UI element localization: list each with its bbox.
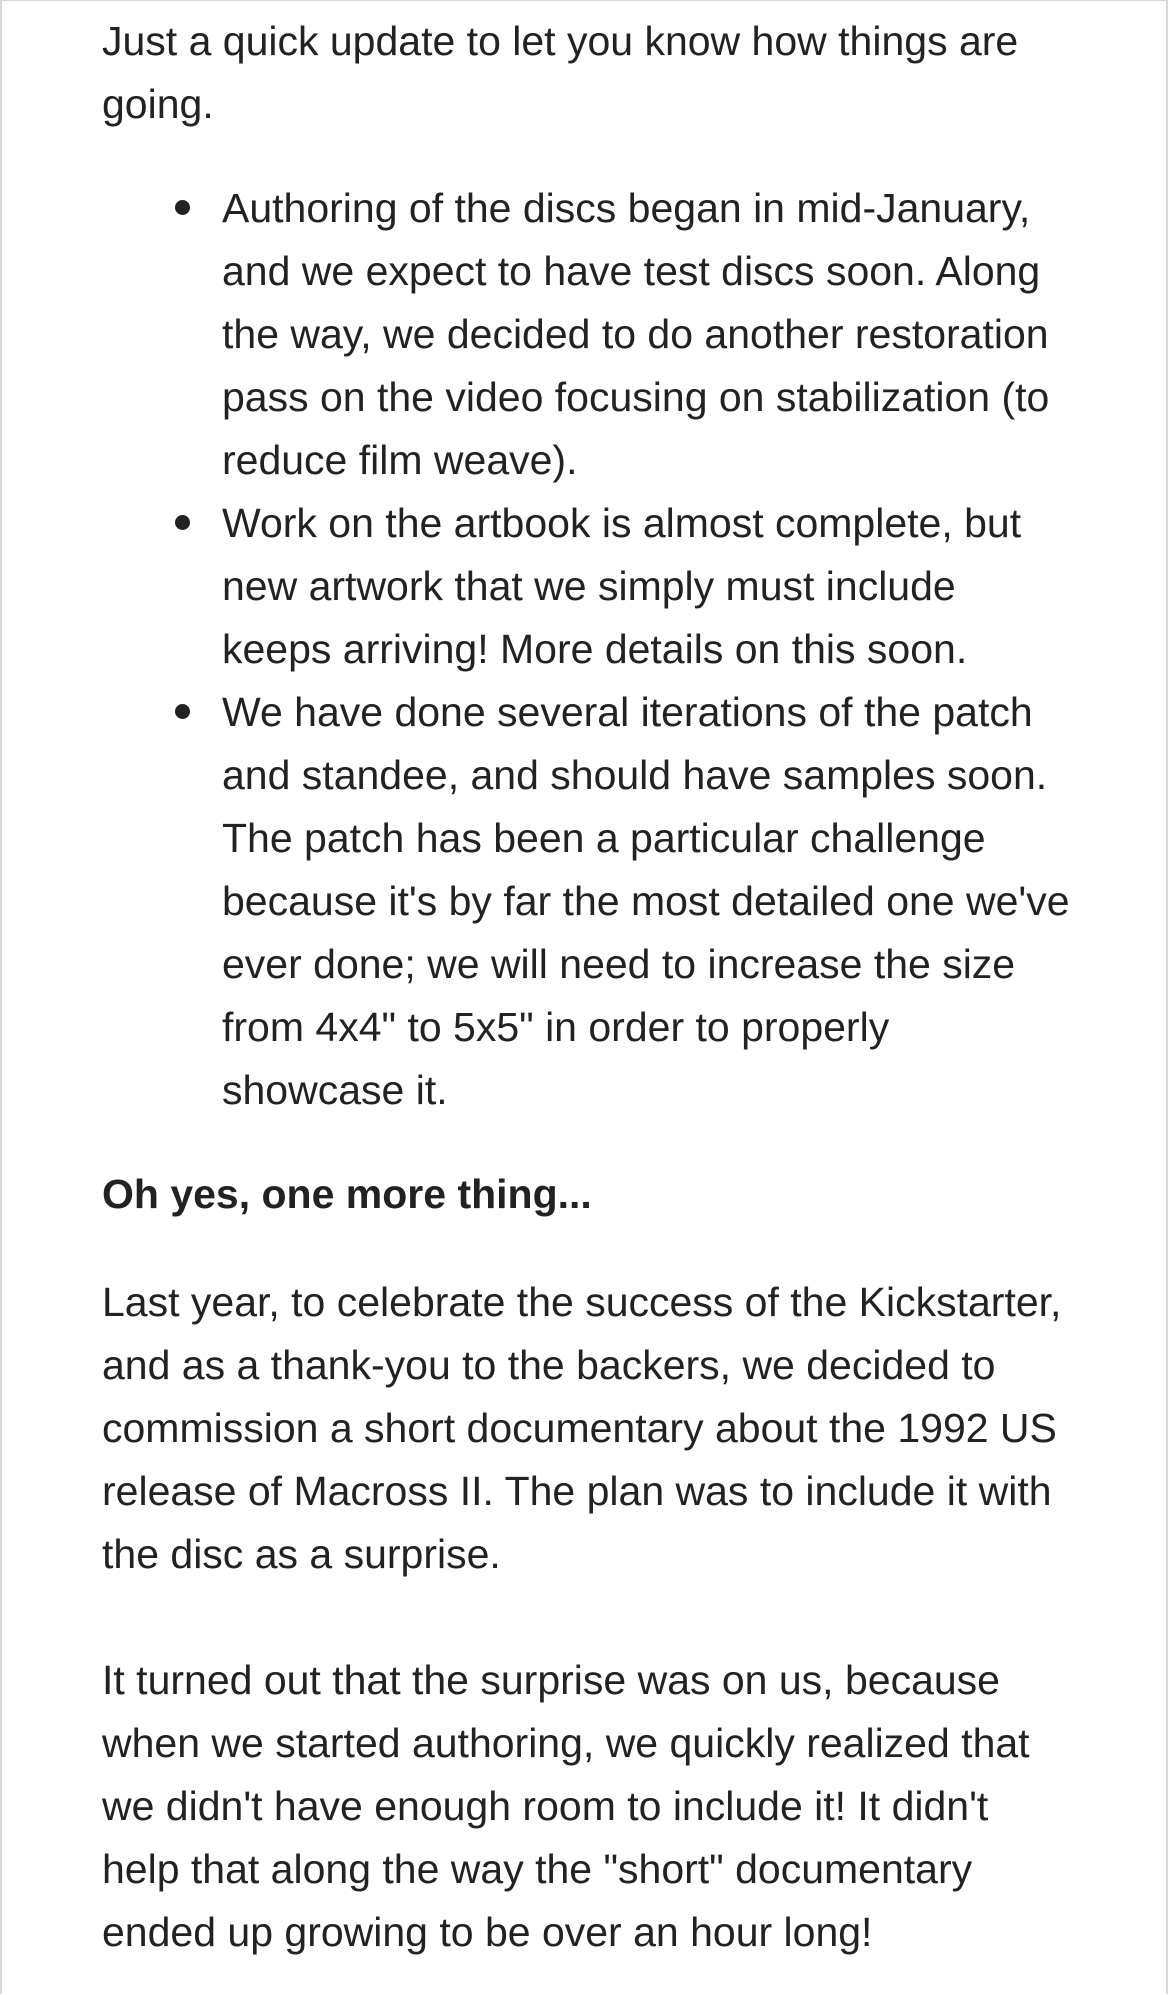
bullet-icon [175,200,190,215]
bullet-icon [175,704,190,719]
section-heading: Oh yes, one more thing... [102,1171,592,1217]
article-body [102,10,1072,1964]
update-item-artbook [222,492,1072,681]
update-text: Work on the artbook is almost complete, but new artwork that we simply must include keeps arriving! More details on this soon. [222,500,1022,672]
update-item-authoring [222,177,1072,492]
bullet-icon [175,515,190,530]
body-paragraph: It turned out that the surprise was on us, because when we started authoring, we quickly realized that we didn't have enough room to include it! It didn't help that along the way the "short" documentary ended up growing to be over an hour long! [102,1657,1030,1955]
update-text: Authoring of the discs began in mid-January, and we expect to have test discs soon. Along the way, we decided to do another restoration pass on the video focusing on stabilization (to reduce film weave). [222,185,1050,483]
body-paragraph: Last year, to celebrate the success of the Kickstarter, and as a thank-you to the backers, we decided to commission a short documentary about the 1992 US release of Macross II. The plan was to include it with the disc as a surprise. [102,1279,1062,1577]
update-text: We have done several iterations of the patch and standee, and should have samples soon. The patch has been a particular challenge because it's by far the most detailed one we've ever done; we will need to increase the size from 4x4" to 5x5" in order to properly showcase it. [222,689,1070,1113]
update-list [102,177,1072,1122]
update-item-patch [222,681,1072,1122]
intro-paragraph: Just a quick update to let you know how things are going. [102,18,1019,127]
